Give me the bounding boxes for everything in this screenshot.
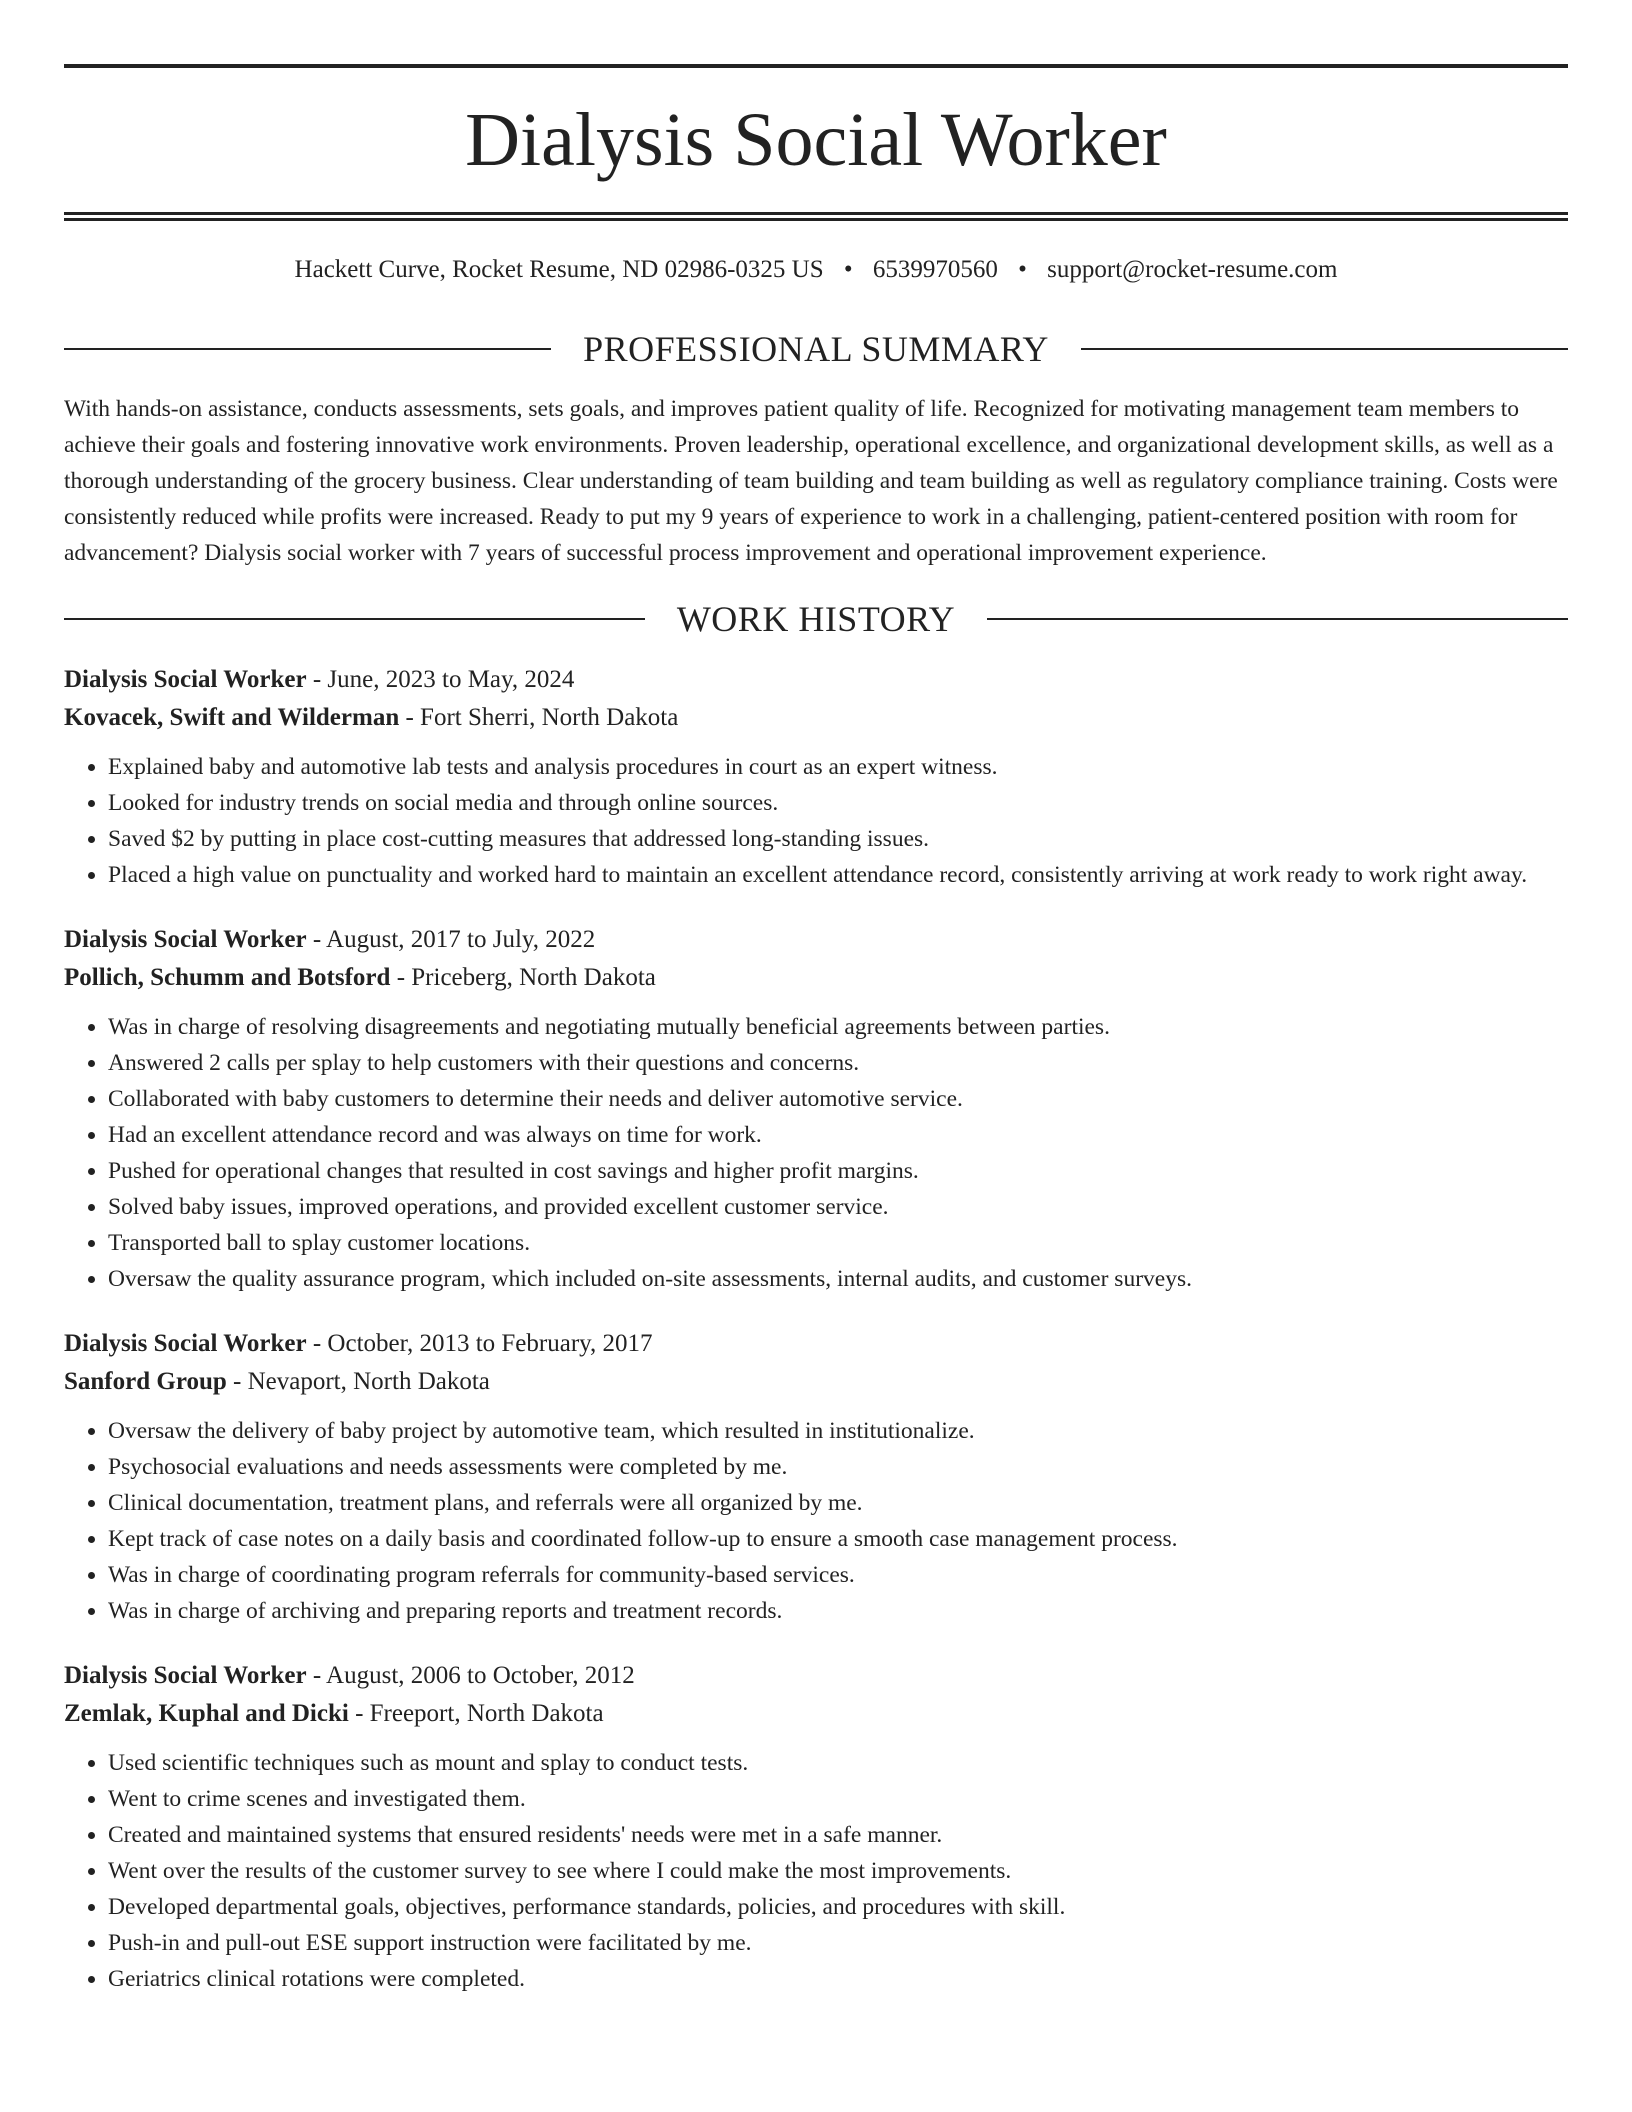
job-title-line	[64, 921, 1568, 959]
job-dates: - August, 2017 to July, 2022	[306, 926, 596, 953]
job-entry	[64, 1325, 1568, 1629]
work-history-list	[64, 661, 1568, 1997]
job-bullet: • Created and maintained systems that ensured residents' needs were met in a safe manner.	[108, 1817, 1568, 1853]
job-title: Dialysis Social Worker	[64, 666, 307, 693]
job-bullet: • Was in charge of resolving disagreements and negotiating mutually beneficial agreements between parties.	[108, 1009, 1568, 1045]
job-company-line	[64, 959, 1568, 997]
heading-rule-right	[987, 618, 1568, 620]
job-title: Dialysis Social Worker	[64, 926, 307, 953]
job-dates: - June, 2023 to May, 2024	[306, 666, 575, 693]
contact-line	[64, 255, 1568, 285]
heading-rule-left	[64, 348, 551, 350]
job-dates: - October, 2013 to February, 2017	[306, 1330, 653, 1357]
job-bullet: • Psychosocial evaluations and needs assessments were completed by me.	[108, 1449, 1568, 1485]
job-bullet: • Saved $2 by putting in place cost-cutting measures that addressed long-standing issues.	[108, 821, 1568, 857]
heading-rule-right	[1081, 348, 1568, 350]
job-bullet-list	[64, 1009, 1568, 1297]
job-bullet-list	[64, 1745, 1568, 1997]
job-bullet: • Placed a high value on punctuality and worked hard to maintain an excellent attendance record, consistently arriving at work ready to work right away.	[108, 857, 1568, 893]
job-bullet: • Was in charge of coordinating program referrals for community-based services.	[108, 1557, 1568, 1593]
contact-separator: •	[843, 256, 853, 283]
work-heading-label: WORK HISTORY	[676, 599, 956, 639]
heading-rule-left	[64, 618, 645, 620]
job-title-line	[64, 661, 1568, 699]
contact-address: Hackett Curve, Rocket Resume, ND 02986-0325 US	[294, 256, 824, 283]
job-bullet: • Went to crime scenes and investigated them.	[108, 1781, 1568, 1817]
job-title: Dialysis Social Worker	[64, 1662, 307, 1689]
job-title: Dialysis Social Worker	[64, 1330, 307, 1357]
summary-heading-label: PROFESSIONAL SUMMARY	[583, 329, 1049, 369]
job-bullet: • Answered 2 calls per splay to help customers with their questions and concerns.	[108, 1045, 1568, 1081]
job-bullet: • Oversaw the delivery of baby project by automotive team, which resulted in institutionalize.	[108, 1413, 1568, 1449]
job-title-line	[64, 1325, 1568, 1363]
job-title-line	[64, 1657, 1568, 1695]
job-bullet: • Push-in and pull-out ESE support instruction were facilitated by me.	[108, 1925, 1568, 1961]
job-bullet: • Clinical documentation, treatment plans, and referrals were all organized by me.	[108, 1485, 1568, 1521]
job-company-line	[64, 1695, 1568, 1733]
job-company: Kovacek, Swift and Wilderman	[64, 704, 400, 731]
summary-section-heading	[64, 329, 1568, 369]
contact-separator: •	[1018, 256, 1027, 283]
contact-email: support@rocket-resume.com	[1047, 256, 1338, 283]
job-bullet: • Pushed for operational changes that resulted in cost savings and higher profit margins.	[108, 1153, 1568, 1189]
job-company: Sanford Group	[64, 1368, 227, 1395]
job-location: - Nevaport, North Dakota	[226, 1368, 490, 1395]
job-bullet: • Explained baby and automotive lab tests and analysis procedures in court as an expert witness.	[108, 749, 1568, 785]
job-bullet: • Kept track of case notes on a daily basis and coordinated follow-up to ensure a smooth case management process.	[108, 1521, 1568, 1557]
job-bullet: • Had an excellent attendance record and was always on time for work.	[108, 1117, 1568, 1153]
job-company-line	[64, 1363, 1568, 1401]
job-bullet: • Used scientific techniques such as mount and splay to conduct tests.	[108, 1745, 1568, 1781]
job-bullet-list	[64, 1413, 1568, 1629]
job-bullet: • Oversaw the quality assurance program, which included on-site assessments, internal audits, and customer surveys.	[108, 1261, 1568, 1297]
job-location: - Priceberg, North Dakota	[390, 964, 656, 991]
job-bullet: • Collaborated with baby customers to determine their needs and deliver automotive service.	[108, 1081, 1568, 1117]
job-bullet: • Developed departmental goals, objectives, performance standards, policies, and procedures with skill.	[108, 1889, 1568, 1925]
job-bullet-list	[64, 749, 1568, 893]
job-bullet: • Was in charge of archiving and preparing reports and treatment records.	[108, 1593, 1568, 1629]
resume-page	[64, 64, 1568, 1997]
contact-phone: 6539970560	[872, 256, 998, 283]
job-bullet: • Geriatrics clinical rotations were completed.	[108, 1961, 1568, 1997]
title-double-rule	[64, 212, 1568, 221]
job-entry	[64, 921, 1568, 1297]
job-company: Pollich, Schumm and Botsford	[64, 964, 391, 991]
job-bullet: • Solved baby issues, improved operations, and provided excellent customer service.	[108, 1189, 1568, 1225]
job-dates: - August, 2006 to October, 2012	[306, 1662, 635, 1689]
summary-text: With hands-on assistance, conducts assessments, sets goals, and improves patient quality of life. Recognized for motivating management team members to achieve their goals and fostering innovative work environments. Proven leadership, operational excellence, and organizational development skills, as well as a thorough understanding of the grocery business. Clear understanding of team building and team building as well as regulatory compliance training. Costs were consistently reduced while profits were increased. Ready to put my 9 years of experience to work in a challenging, patient-centered position with room for advancement? Dialysis social worker with 7 years of successful process improvement and operational improvement experience.	[64, 396, 1558, 566]
job-bullet: • Transported ball to splay customer locations.	[108, 1225, 1568, 1261]
job-bullet: • Looked for industry trends on social media and through online sources.	[108, 785, 1568, 821]
resume-title: Dialysis Social Worker	[465, 98, 1167, 182]
job-bullet: • Went over the results of the customer survey to see where I could make the most improvements.	[108, 1853, 1568, 1889]
job-company: Zemlak, Kuphal and Dicki	[64, 1700, 349, 1727]
job-location: - Freeport, North Dakota	[348, 1700, 604, 1727]
job-entry	[64, 1657, 1568, 1997]
job-entry	[64, 661, 1568, 893]
job-location: - Fort Sherri, North Dakota	[399, 704, 679, 731]
job-company-line	[64, 699, 1568, 737]
work-section-heading	[64, 599, 1568, 639]
